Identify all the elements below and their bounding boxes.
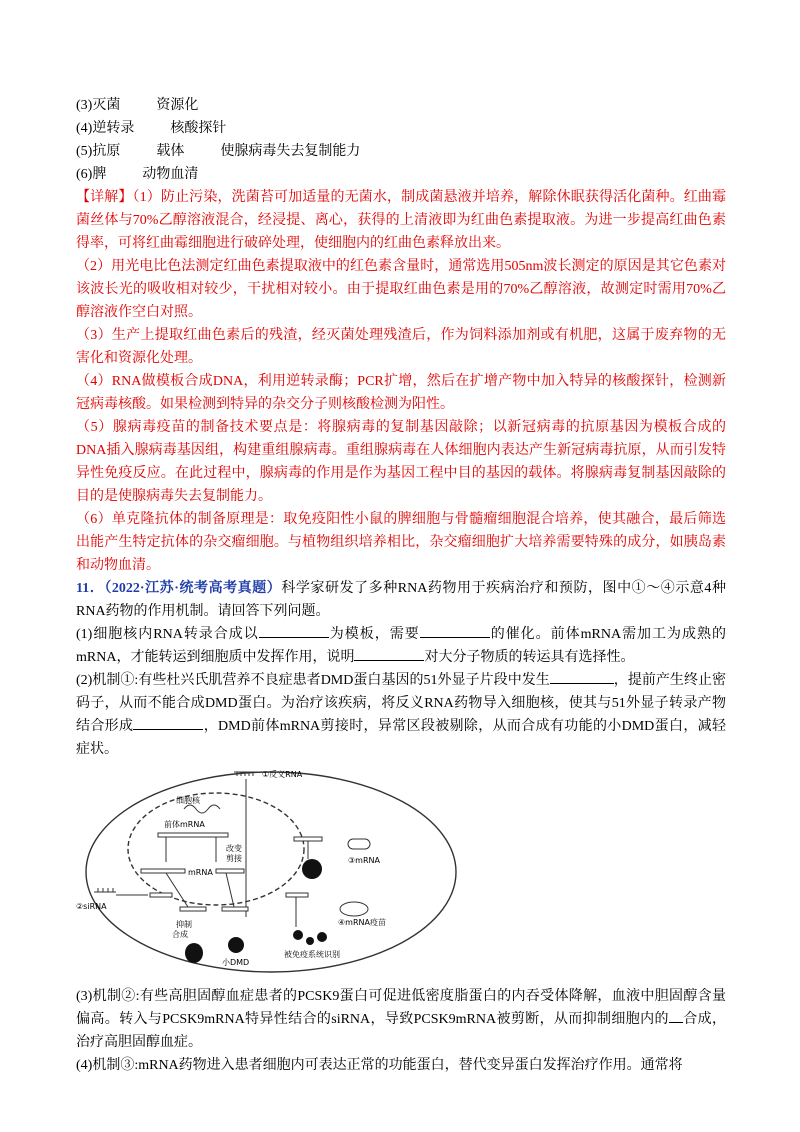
pre-mrna-strand bbox=[158, 833, 228, 837]
question-stem bbox=[76, 577, 726, 623]
synth-label: 合成 bbox=[172, 930, 188, 939]
answer-part: 动物血清 bbox=[142, 167, 199, 182]
answer-blank[interactable] bbox=[669, 1008, 683, 1023]
answer-line-6 bbox=[76, 163, 726, 186]
vaccine-capsule-icon bbox=[340, 902, 368, 916]
question-stem-text: 科学家研发了多种RNA药物用于疾病治疗和预防，图中①～④示意4种RNA药物的作用机制。请回答下列问题。 bbox=[76, 581, 726, 619]
mrna-strand bbox=[141, 869, 185, 873]
question-text: 对大分子物质的转运具有选择性。 bbox=[424, 650, 635, 665]
diagram-svg bbox=[76, 767, 486, 977]
question-text: ，提前产生终止密码子，从而不能合成DMD蛋白。为治疗该疾病，将反义RNA药物导入细胞核，使其与51外显子转录产物结合形成 bbox=[76, 673, 726, 734]
detail-paragraph-6: （6）单克隆抗体的制备原理是：取免疫阳性小鼠的脾细胞与骨髓瘤细胞混合培养，使其融合，最后筛选出能产生特定抗体的杂交瘤细胞。与植物组织培养相比，杂交瘤细胞扩大培养需要特殊的成分，如胰岛素和动物血清。 bbox=[76, 512, 726, 573]
rna-mechanism-diagram bbox=[76, 767, 486, 977]
detail-paragraph-3: （3）生产上提取红曲色素后的残渣，经灭菌处理残渣后，作为饲料添加剂或有机肥，这属于废弃物的无害化和资源化处理。 bbox=[76, 328, 726, 366]
answer-blank[interactable] bbox=[259, 623, 329, 638]
detail-text: （1）防止污染，洗菌苔可加适量的无菌水，制成菌悬液并培养，解除休眠获得活化菌种。红曲霉菌丝体与70%乙醇溶液混合，经浸提、离心，获得的上清液即为红曲色素提取液。为进一步提高红曲色素得率，可将红曲霉细胞进行破碎处理，使细胞内的红曲色素释放出来。 bbox=[76, 190, 727, 251]
functional-protein bbox=[302, 859, 322, 879]
question-text: 为模板，需要 bbox=[328, 627, 420, 642]
answer-number: (5) bbox=[76, 144, 93, 159]
answer-line-4 bbox=[76, 117, 726, 140]
answer-line-3 bbox=[76, 94, 726, 117]
answer-part: 资源化 bbox=[156, 98, 199, 113]
nucleus-label: 细胞核 bbox=[176, 796, 200, 805]
detail-paragraph-5: （5）腺病毒疫苗的制备技术要点是：将腺病毒的复制基因敲除；以新冠病毒的抗原基因为模板合成的DNA插入腺病毒基因组，构建重组腺病毒。重组腺病毒在人体细胞内表达产生新冠病毒抗原，从而引发特异性免疫反应。在此过程中，腺病毒的作用是作为基因工程中目的基因的载体。将腺病毒复制基因敲除的目的是使腺病毒失去复制能力。 bbox=[76, 420, 726, 504]
answer-number: (4) bbox=[76, 121, 93, 136]
question-part-1 bbox=[76, 623, 726, 669]
vaccine-mrna-strand bbox=[286, 893, 308, 897]
mrna3-label: ③mRNA bbox=[348, 856, 380, 865]
detail-paragraph-2: （2）用光电比色法测定红曲色素提取液中的红色素含量时，通常选用505nm波长测定的原因是其它色素对该波长光的吸收相对较少，干扰相对较小。由于提取红曲色素是用的70%乙醇溶液，故测定时需用70%乙醇溶液作空白对照。 bbox=[76, 259, 726, 320]
mrna-strand-2 bbox=[216, 869, 244, 873]
question-part-3 bbox=[76, 985, 726, 1054]
answer-blank[interactable] bbox=[420, 623, 490, 638]
question-number: 11． bbox=[76, 581, 105, 596]
detail-paragraph-1 bbox=[76, 186, 726, 255]
answer-blank[interactable] bbox=[354, 646, 424, 661]
change-label: 改变 bbox=[226, 844, 242, 853]
immune-label: 被免疫系统识别 bbox=[284, 950, 340, 959]
inhibit-label: 抑制 bbox=[176, 920, 192, 929]
sirna-label: ②siRNA bbox=[76, 902, 107, 911]
pre-mrna-label: 前体mRNA bbox=[164, 820, 205, 829]
question-text: (4)机制③:mRNA药物进入患者细胞内可表达正常的功能蛋白，替代变异蛋白发挥治疗作用。通常将 bbox=[76, 1058, 683, 1073]
question-text: 合成，治疗高胆固醇血症。 bbox=[76, 1012, 726, 1050]
splice-label: 剪接 bbox=[226, 854, 242, 863]
antigen-dot bbox=[317, 932, 327, 942]
question-text: 的催化。前体mRNA需加工为成熟的mRNA，才能转运到细胞质中发挥作用，说明 bbox=[76, 627, 727, 665]
answer-part: 核酸探针 bbox=[170, 121, 227, 136]
question-text: (1)细胞核内RNA转录合成以 bbox=[76, 627, 259, 642]
answer-number: (6) bbox=[76, 167, 93, 182]
answer-blank[interactable] bbox=[550, 669, 614, 684]
sirna-target bbox=[150, 893, 172, 897]
question-part-4 bbox=[76, 1054, 726, 1077]
answer-part: 载体 bbox=[156, 144, 185, 159]
question-part-2 bbox=[76, 669, 726, 761]
mrna-capsule-icon bbox=[348, 839, 370, 849]
answer-blank[interactable] bbox=[133, 715, 203, 730]
question-text: ，DMD前体mRNA剪接时，异常区段被剔除，从而合成有功能的小DMD蛋白，减轻症状。 bbox=[76, 719, 726, 757]
sirna-icon bbox=[94, 888, 148, 895]
cleaved-mrna bbox=[180, 907, 206, 911]
small-dmd-label: 小DMD bbox=[222, 958, 250, 967]
mrna-label: mRNA bbox=[188, 868, 213, 877]
answer-part: 脾 bbox=[92, 167, 107, 182]
question-text: (3)机制②:有些高胆固醇血症患者的PCSK9蛋白可促进低密度脂蛋白的内吞受体降解，血液中胆固醇含量偏高。转入与PCSK9mRNA特异性结合的siRNA，导致PCSK9mRNA被剪断，从而抑制细胞内的 bbox=[76, 989, 726, 1027]
question-text: (2)机制①:有些杜兴氏肌营养不良症患者DMD蛋白基因的51外显子片段中发生 bbox=[76, 673, 550, 688]
question-source: （2022·江苏·统考高考真题） bbox=[104, 581, 282, 596]
answer-part: 灭菌 bbox=[92, 98, 121, 113]
answer-line-5 bbox=[76, 140, 726, 163]
dna-coil-icon bbox=[184, 805, 220, 813]
document-page bbox=[76, 94, 726, 1077]
antisense-label: ①反义RNA bbox=[262, 770, 303, 779]
answer-part: 逆转录 bbox=[92, 121, 135, 136]
answer-number: (3) bbox=[76, 98, 93, 113]
small-dmd-protein bbox=[228, 937, 244, 953]
mrna-translation bbox=[222, 907, 248, 911]
detail-label: 【详解】 bbox=[76, 190, 133, 205]
vaccine-label: ④mRNA疫苗 bbox=[338, 918, 386, 927]
mrna-drug-strand bbox=[294, 837, 322, 841]
antigen-dot bbox=[293, 930, 303, 940]
protein-blob bbox=[185, 943, 203, 963]
antigen-dot bbox=[306, 937, 314, 945]
detail-paragraph-4: （4）RNA做模板合成DNA，利用逆转录酶；PCR扩增，然后在扩增产物中加入特异的核酸探针，检测新冠病毒核酸。如果检测到特异的杂交分子则核酸检测为阳性。 bbox=[76, 374, 726, 412]
answer-part: 使腺病毒失去复制能力 bbox=[220, 144, 361, 159]
answer-part: 抗原 bbox=[92, 144, 121, 159]
